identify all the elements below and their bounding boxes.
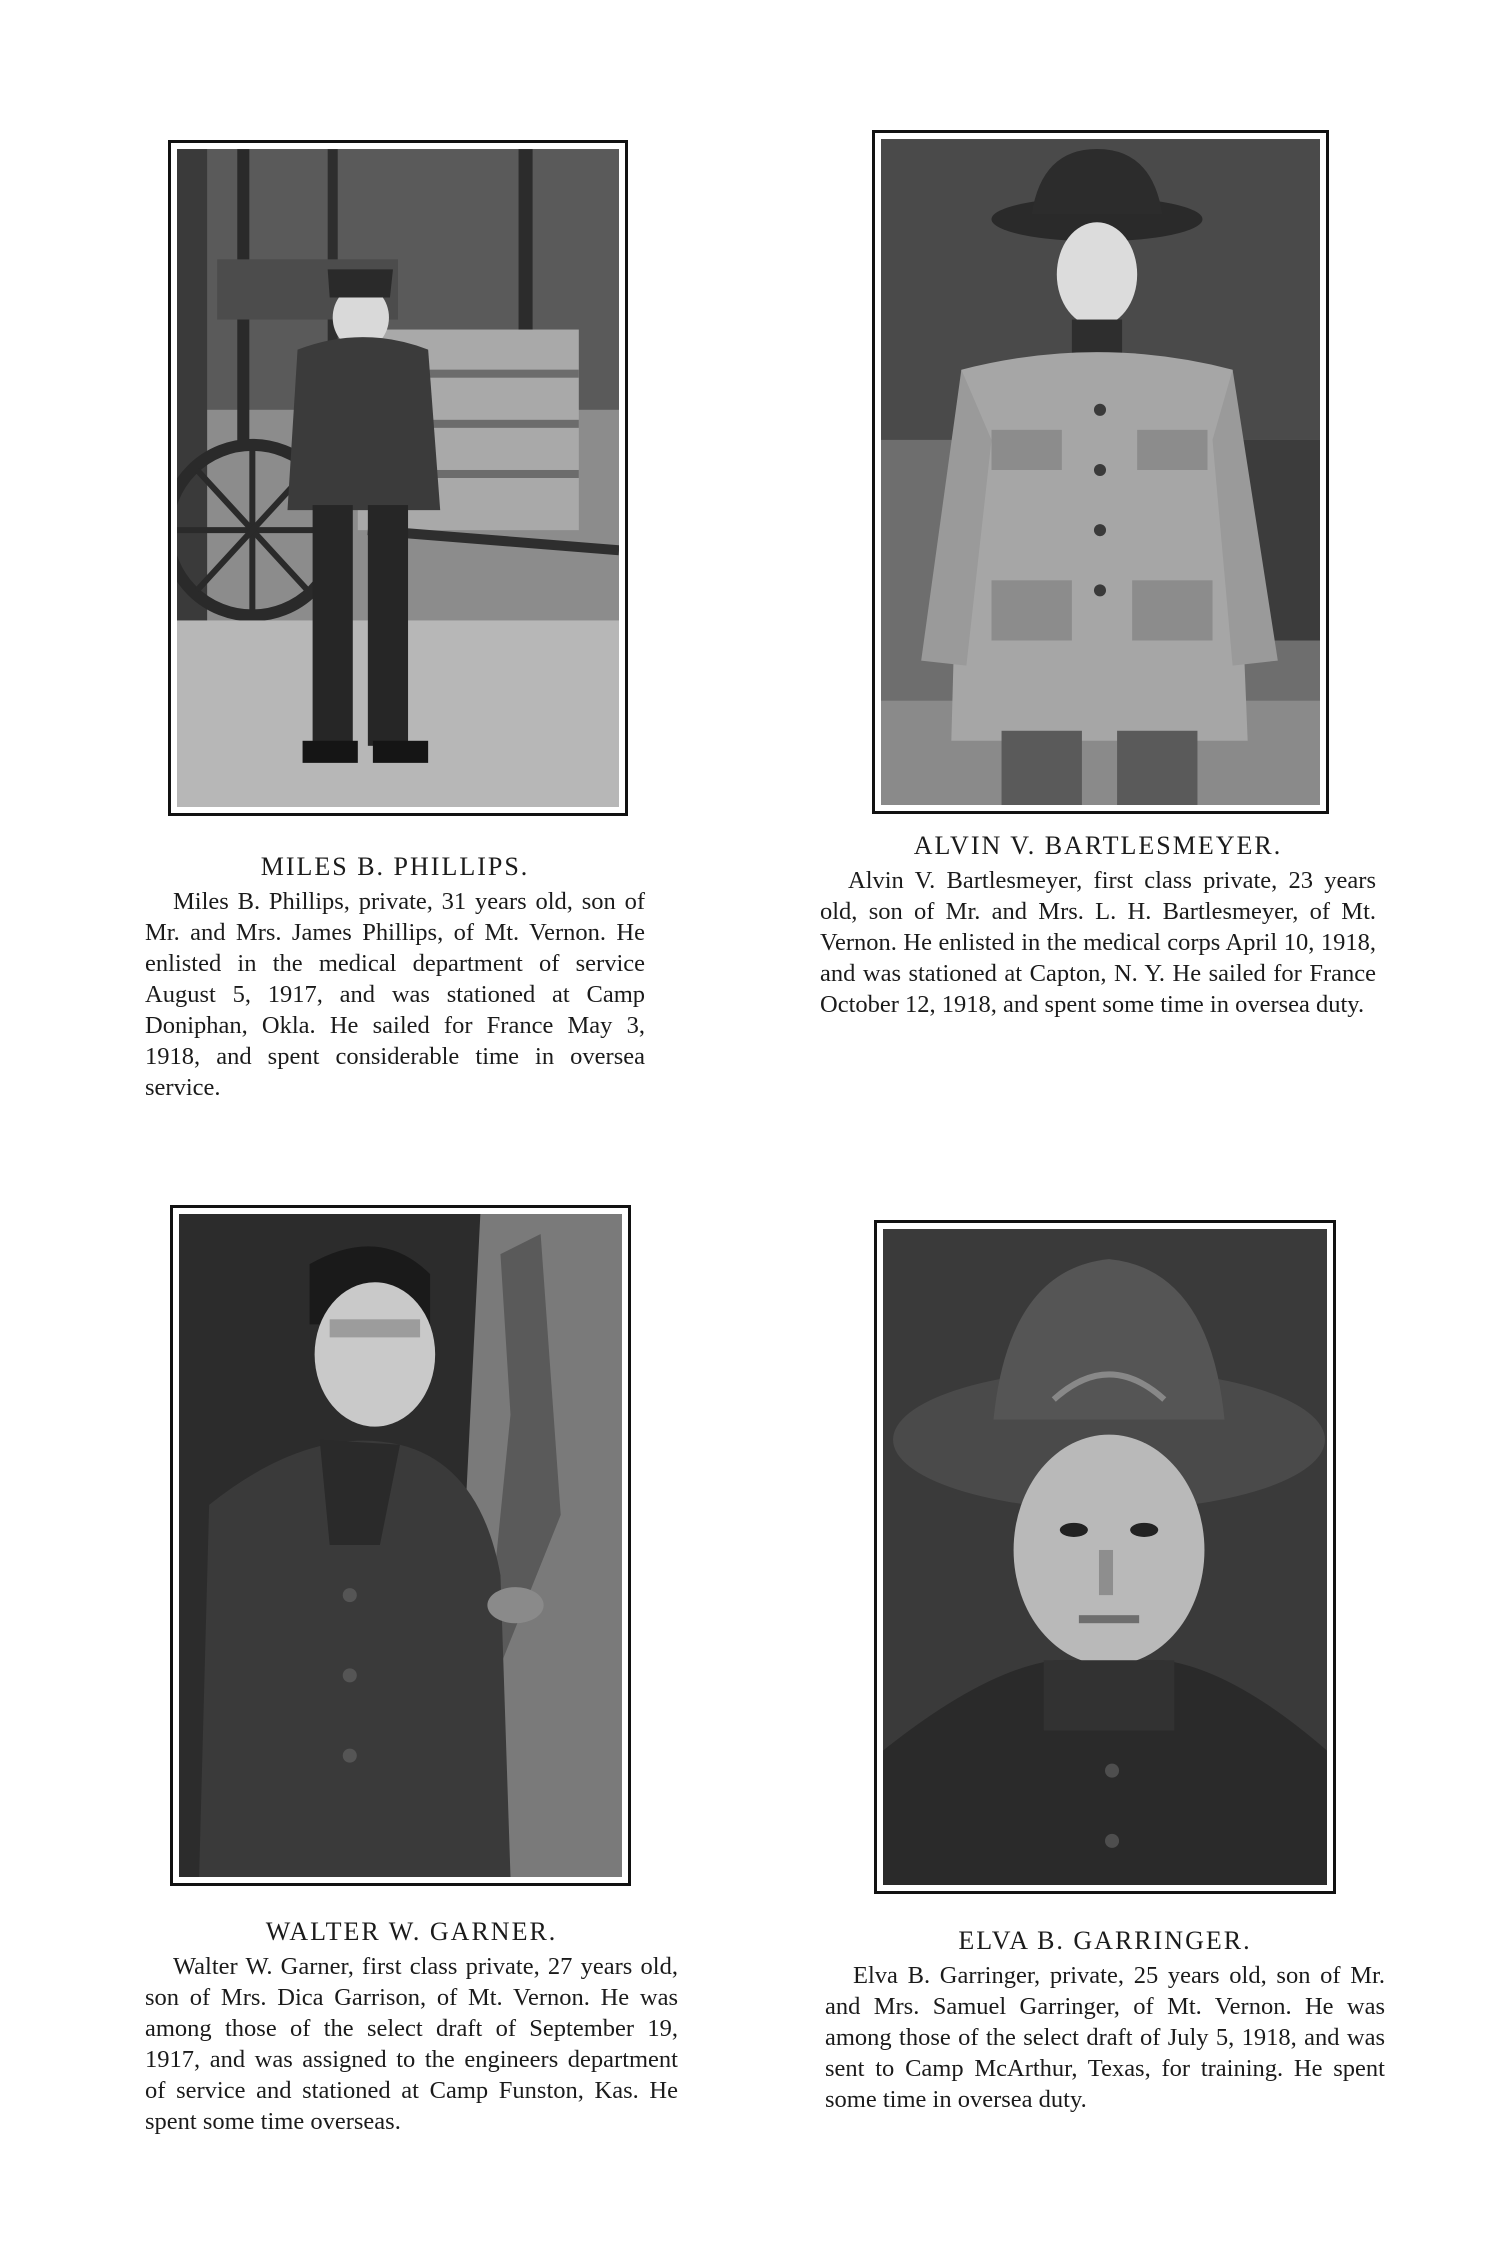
soldier-biography: Miles B. Phillips, private, 31 years old, son of Mr. and Mrs. James Phillips, of Mt. Vernon. He enlisted in the medical department of service August 5, 1917, and was stationed at Camp Doniphan, Okla. He sailed for France May 3, 1918, and spent considerable time in oversea service.	[145, 888, 645, 1101]
caption-miles-phillips	[145, 852, 645, 1103]
portrait-photo-elva-garringer	[874, 1220, 1336, 1894]
soldier-name: WALTER W. GARNER.	[265, 1917, 558, 1946]
soldier-biography: Alvin V. Bartlesmeyer, first class private, 23 years old, son of Mr. and Mrs. L. H. Bartlesmeyer, of Mt. Vernon. He enlisted in the medical corps April 10, 1918, and was stationed at Capton, N. Y. He sailed for France October 12, 1918, and spent some time in oversea duty.	[820, 867, 1376, 1018]
portrait-photo-alvin-bartlesmeyer	[872, 130, 1329, 814]
caption-walter-garner	[145, 1917, 678, 2137]
caption-alvin-bartlesmeyer	[820, 831, 1376, 1020]
caption-elva-garringer	[825, 1926, 1385, 2115]
portrait-photo-walter-garner	[170, 1205, 631, 1886]
portrait-photo-miles-phillips	[168, 140, 628, 816]
soldier-standing-photo	[881, 139, 1320, 805]
soldier-campaign-hat-photo	[883, 1229, 1327, 1885]
soldier-biography: Walter W. Garner, first class private, 27 years old, son of Mrs. Dica Garrison, of Mt. Vernon. He was among those of the select draft of September 19, 1917, and was assigned to the engineers department of service and stationed at Camp Funston, Kas. He spent some time overseas.	[145, 1953, 678, 2135]
soldier-biography: Elva B. Garringer, private, 25 years old, son of Mr. and Mrs. Samuel Garringer, of Mt. Vernon. He was among those of the select draft of July 5, 1918, and was sent to Camp McArthur, Texas, for training. He spent some time in oversea duty.	[825, 1962, 1385, 2113]
soldier-name: MILES B. PHILLIPS.	[260, 852, 530, 881]
soldier-with-wagon-photo	[177, 149, 619, 807]
soldier-name: ALVIN V. BARTLESMEYER.	[913, 831, 1283, 860]
soldier-overcoat-photo	[179, 1214, 622, 1877]
soldier-name: ELVA B. GARRINGER.	[958, 1926, 1252, 1955]
